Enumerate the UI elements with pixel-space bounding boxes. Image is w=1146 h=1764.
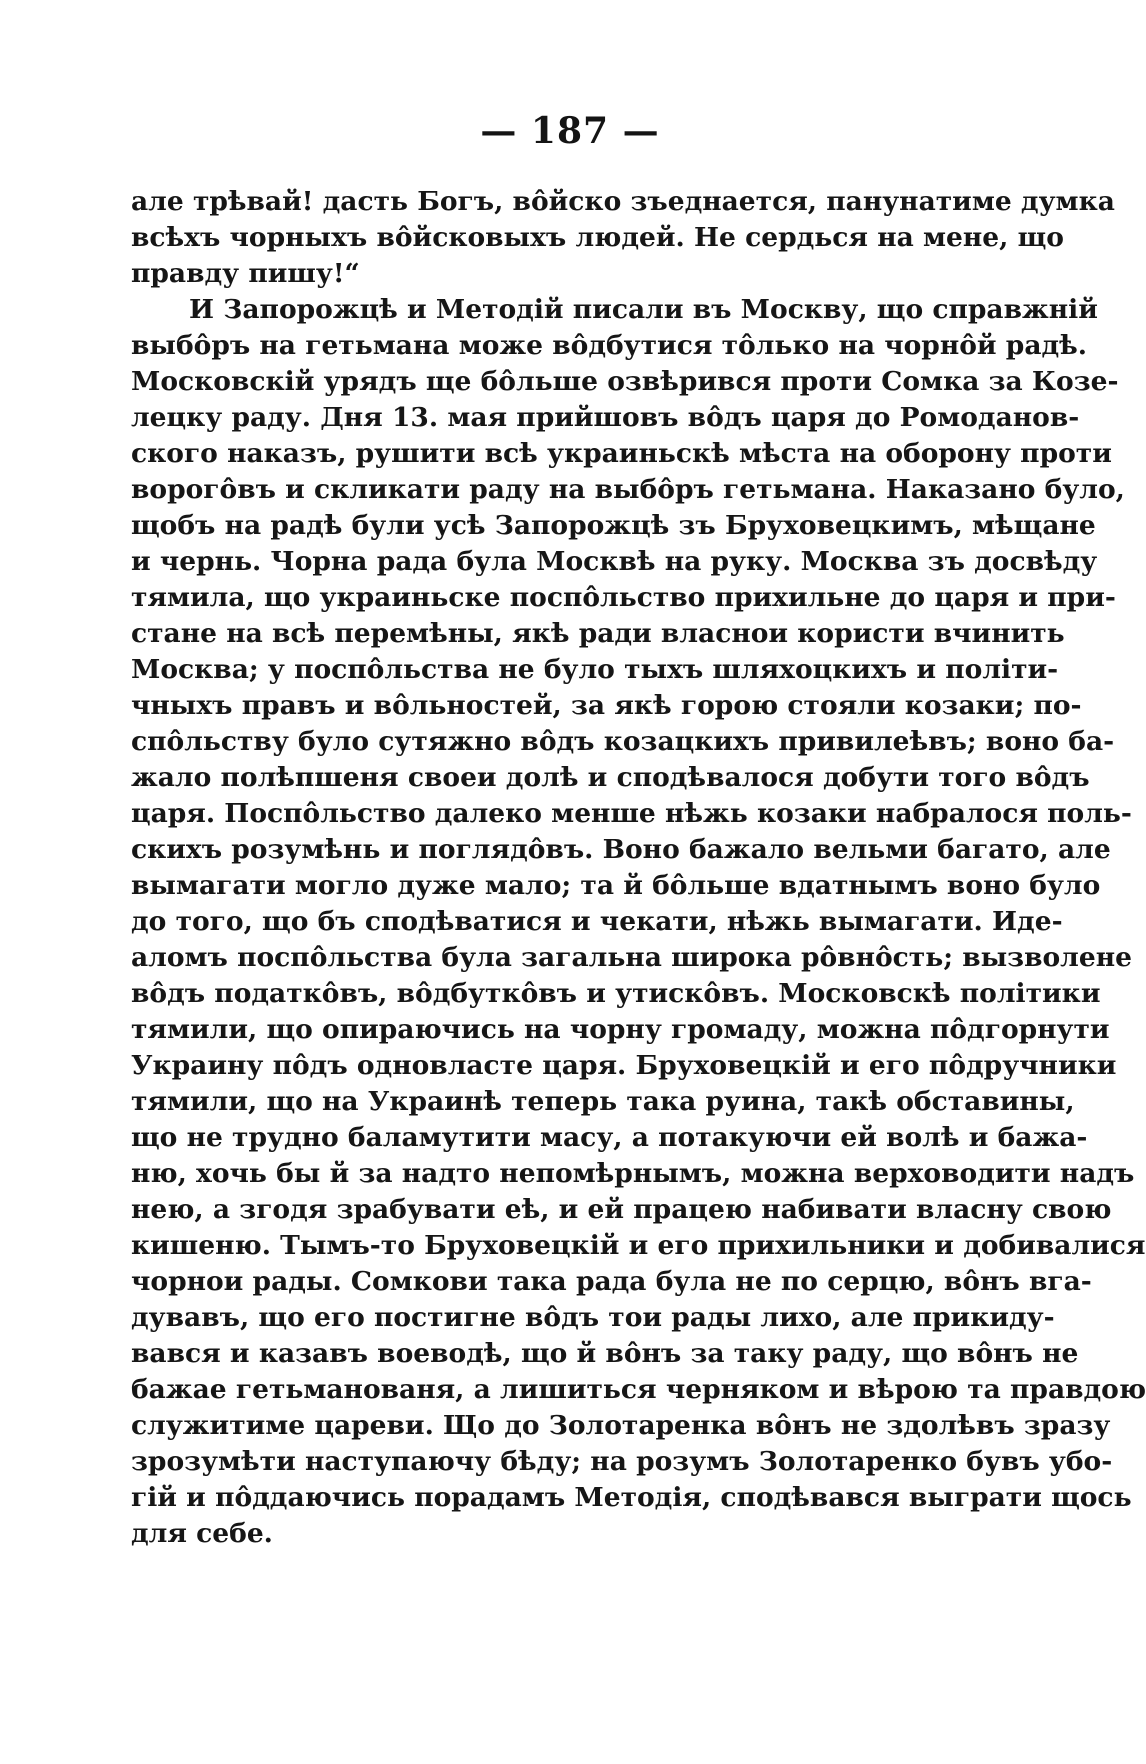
text-line: Москва; у поспôльства не було тыхъ шляхоцкихъ и політи-	[131, 654, 1059, 685]
text-line: дувавъ, що его постигне вôдъ тои рады лихо, але прикиду-	[131, 1302, 1055, 1333]
text-line: служитиме цареви. Що до Золотаренка вôнъ не здолѣвъ зразу	[131, 1410, 1111, 1441]
text-line: тямила, що украиньске поспôльство прихильне до царя и при-	[131, 582, 1116, 613]
text-line: до того, що бъ сподѣватися и чекати, нѣжь вымагати. Иде-	[131, 906, 1063, 937]
text-line: и чернь. Чорна рада була Москвѣ на руку. Москва зъ досвѣду	[131, 546, 1098, 577]
text-line: щобъ на радѣ були усѣ Запорожцѣ зъ Бруховецкимъ, мѣщане	[131, 510, 1096, 541]
text-line: ского наказъ, рушити всѣ украиньскѣ мѣста на оборону проти	[131, 438, 1112, 469]
text-line: вався и казавъ воеводѣ, що й вôнъ за таку раду, що вôнъ не	[131, 1338, 1079, 1369]
text-line: ворогôвъ и скликати раду на выбôръ гетьмана. Наказано було,	[131, 474, 1125, 505]
text-line: скихъ розумѣнь и поглядôвъ. Воно бажало вельми багато, але	[131, 834, 1111, 865]
text-line: чныхъ правъ и вôльностей, за якѣ горою стояли козаки; по-	[131, 690, 1082, 721]
text-line: ню, хочь бы й за надто непомѣрнымъ, можна верховодити надъ	[131, 1158, 1135, 1189]
text-line: кишеню. Тымъ-то Бруховецкій и его прихильники и добивалися	[131, 1230, 1146, 1261]
text-line: бажае гетьманованя, а лишиться черняком и вѣрою та правдою	[131, 1374, 1146, 1405]
text-line: чорнои рады. Сомкови така рада була не по серцю, вôнъ вга-	[131, 1266, 1092, 1297]
text-line: царя. Поспôльство далеко менше нѣжь козаки набралося поль-	[131, 798, 1132, 829]
text-line: Московскій урядъ ще бôльше озвѣрився проти Сомка за Козе-	[131, 366, 1119, 397]
text-line: правду пишу!“	[131, 258, 360, 289]
text-line: И Запорожцѣ и Методій писали въ Москву, що справжній	[189, 294, 1098, 325]
text-line: спôльству було сутяжно вôдъ козацкихъ привилеѣвъ; воно ба-	[131, 726, 1115, 757]
text-line: тямили, що на Украинѣ теперь така руина, такѣ обставины,	[131, 1086, 1075, 1117]
text-line: аломъ поспôльства була загальна широка рôвнôсть; вызволене	[131, 942, 1132, 973]
text-line: тямили, що опираючись на чорну громаду, можна пôдгорнути	[131, 1014, 1110, 1045]
text-line: зрозумѣти наступаючу бѣду; на розумъ Золотаренко бувъ убо-	[131, 1446, 1113, 1477]
text-line: вôдъ податкôвъ, вôдбуткôвъ и утискôвъ. Московскѣ політики	[131, 978, 1101, 1009]
text-line: лецку раду. Дня 13. мая прийшовъ вôдъ царя до Ромоданов-	[131, 402, 1080, 433]
text-line: всѣхъ чорныхъ вôйсковыхъ людей. Не сердься на мене, що	[131, 222, 1064, 253]
text-line: нею, а згодя зрабувати еѣ, и ей працею набивати власну свою	[131, 1194, 1112, 1225]
text-line: жало полѣпшеня своеи долѣ и сподѣвалося добути того вôдъ	[131, 762, 1090, 793]
page-number: — 187 —	[480, 110, 660, 152]
text-line: що не трудно баламутити масу, а потакуючи ей волѣ и бажа-	[131, 1122, 1088, 1153]
text-line: для себе.	[131, 1518, 273, 1549]
text-line: Украину пôдъ одновласте царя. Бруховецкій и его пôдручники	[131, 1050, 1117, 1081]
text-line: але трѣвай! дасть Богъ, вôйско зъеднается, панунатиме думка	[131, 186, 1115, 217]
text-line: стане на всѣ перемѣны, якѣ ради власнои користи вчинить	[131, 618, 1065, 649]
text-line: вымагати могло дуже мало; та й бôльше вдатнымъ воно було	[131, 870, 1101, 901]
text-line: выбôръ на гетьмана може вôдбутися тôлько на чорнôй радѣ.	[131, 330, 1088, 361]
body-text	[131, 184, 1146, 1552]
text-line: гій и пôддаючись порадамъ Методія, сподѣвався выграти щось	[131, 1482, 1132, 1513]
